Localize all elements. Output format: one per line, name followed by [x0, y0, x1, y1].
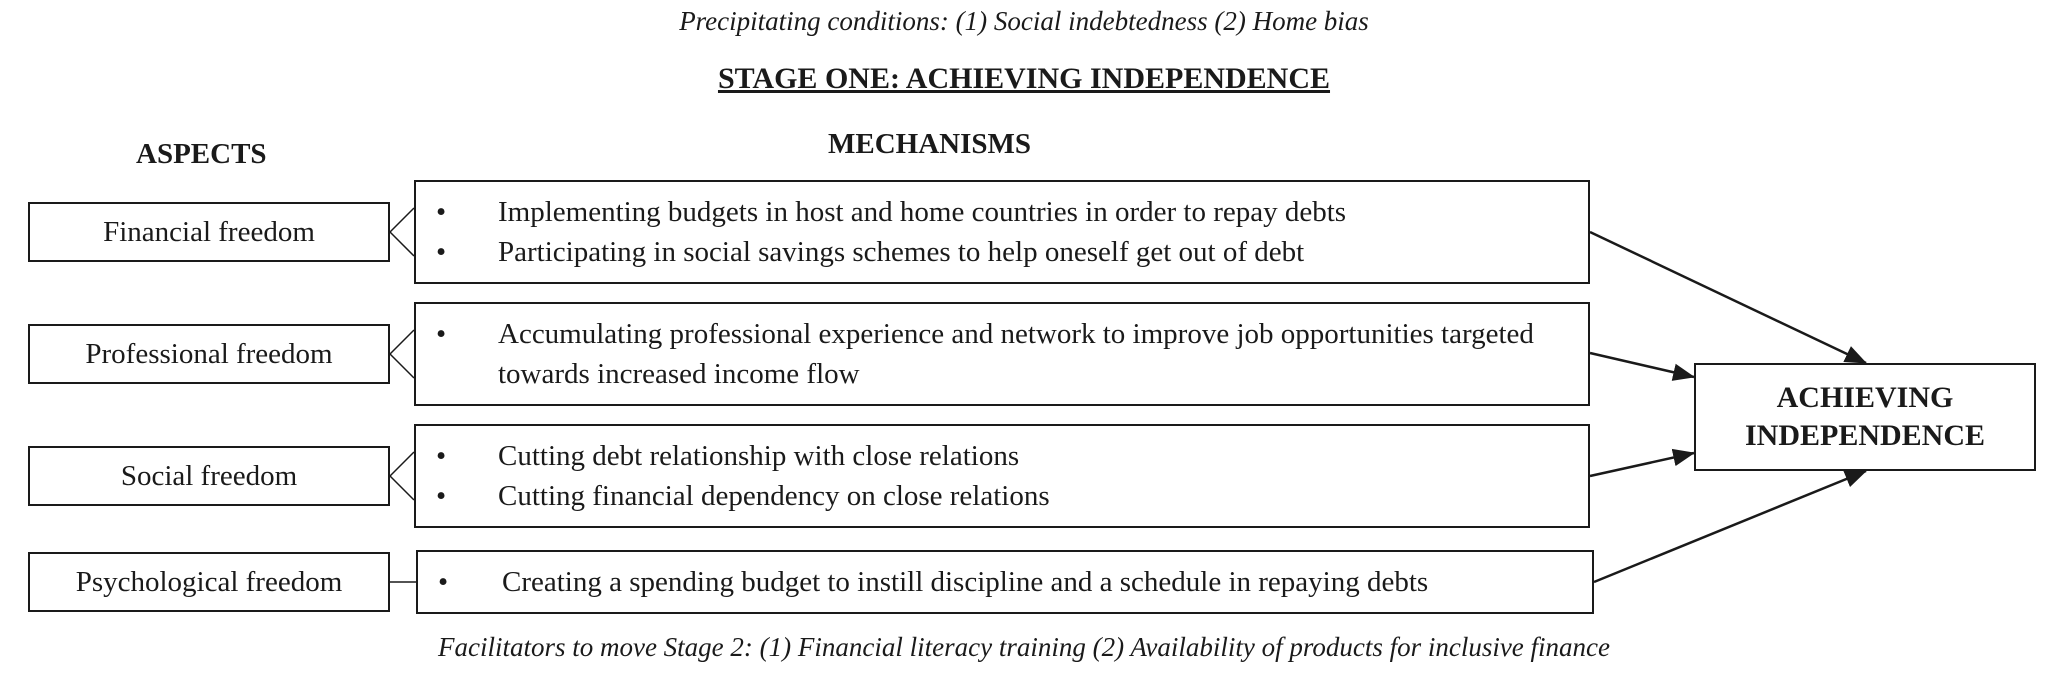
stage-title: STAGE ONE: ACHIEVING INDEPENDENCE: [717, 62, 1331, 95]
mechanism-box-social: [414, 424, 1590, 528]
bullet-icon: •: [436, 236, 447, 268]
mechanism-item: [418, 562, 1592, 602]
mechanism-list: [418, 552, 1592, 602]
facilitators: Facilitators to move Stage 2: (1) Financial literacy training (2) Availability of products for inclusive finance: [437, 632, 1611, 662]
mechanism-text: Cutting debt relationship with close relations: [498, 440, 1020, 472]
bullet-icon: •: [436, 440, 447, 472]
arrow-social-to-outcome: [1590, 453, 1694, 476]
bullet-icon: •: [436, 196, 447, 228]
mechanism-text: Implementing budgets in host and home countries in order to repay debts: [498, 196, 1347, 228]
precipitating-conditions: Precipitating conditions: (1) Social indebtedness (2) Home bias: [679, 6, 1369, 36]
connector-professional: [390, 330, 414, 354]
aspect-label: Financial freedom: [103, 215, 315, 248]
mechanism-list: [416, 304, 1588, 394]
mechanisms-header: MECHANISMS: [828, 128, 1032, 160]
aspect-box-professional: [28, 324, 390, 384]
mechanism-text: Accumulating professional experience and network to improve job opportunities targeted towards increased income flow: [498, 318, 1534, 390]
mechanism-box-financial: [414, 180, 1590, 284]
outcome-box: [1694, 363, 2036, 471]
connector-social-b: [390, 476, 414, 500]
mechanism-list: [416, 426, 1588, 516]
connector-financial: [390, 208, 414, 232]
mechanism-item: [416, 232, 1588, 272]
mechanism-text: Cutting financial dependency on close relations: [498, 480, 1050, 512]
arrow-professional-to-outcome: [1590, 353, 1694, 377]
mechanism-item: [416, 476, 1588, 516]
bullet-icon: •: [436, 318, 447, 350]
mechanism-text: Creating a spending budget to instill discipline and a schedule in repaying debts: [502, 566, 1429, 598]
aspect-label: Social freedom: [120, 459, 298, 492]
mechanism-box-psychological: [416, 550, 1594, 614]
mechanism-box-professional: [414, 302, 1590, 406]
aspect-label: Psychological freedom: [75, 565, 343, 598]
connector-social: [390, 452, 414, 476]
aspect-box-financial: [28, 202, 390, 262]
arrow-financial-to-outcome: [1590, 232, 1866, 363]
connector-professional-b: [390, 354, 414, 378]
bullet-icon: •: [436, 480, 447, 512]
mechanism-item: [416, 436, 1588, 476]
outcome-line-1: ACHIEVING: [1776, 381, 1954, 414]
aspect-box-social: [28, 446, 390, 506]
mechanism-text: Participating in social savings schemes to help oneself get out of debt: [498, 236, 1305, 268]
bullet-icon: •: [438, 566, 449, 598]
mechanism-list: [416, 182, 1588, 272]
aspect-label: Professional freedom: [85, 337, 333, 370]
outcome-line-2: INDEPENDENCE: [1744, 419, 1986, 452]
mechanism-item: [416, 192, 1588, 232]
aspects-header: ASPECTS: [136, 138, 267, 170]
mechanism-item: [416, 314, 1588, 394]
arrow-psychological-to-outcome: [1594, 471, 1866, 582]
connector-financial-b: [390, 232, 414, 256]
aspect-box-psychological: [28, 552, 390, 612]
